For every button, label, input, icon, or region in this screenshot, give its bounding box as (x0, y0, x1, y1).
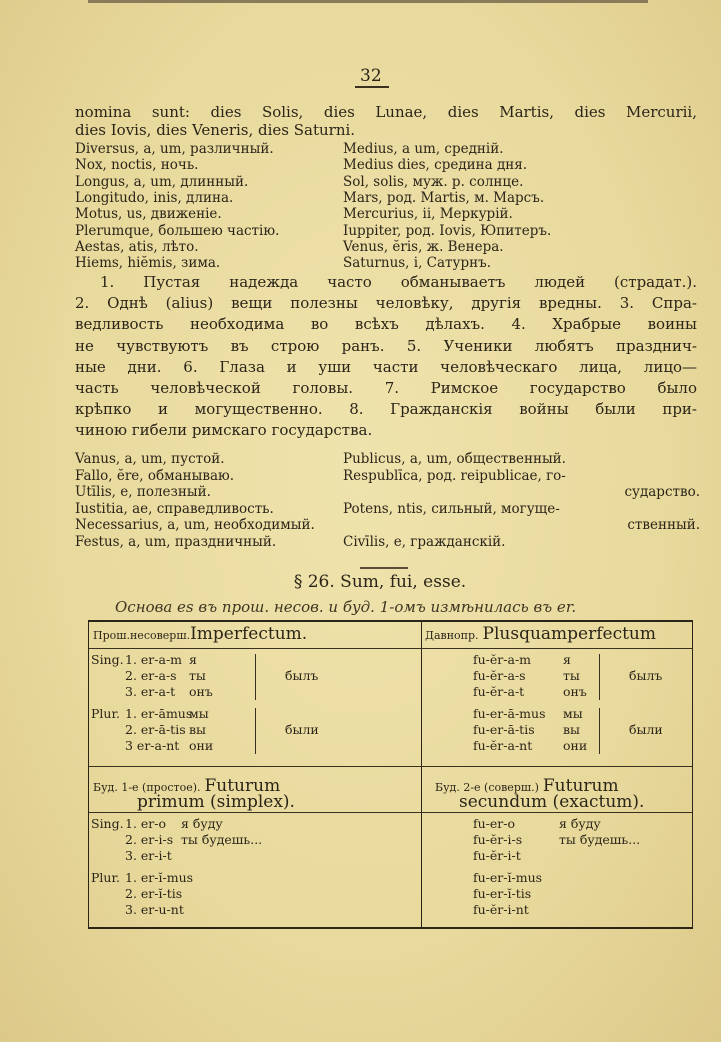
verb-form: fu-ĕr-a-t (473, 684, 525, 699)
translation-verb: были (285, 722, 319, 737)
verb-form: fu-ĕr-a-nt (473, 738, 533, 753)
page-number: 32 (360, 66, 382, 86)
conjugation-table (88, 620, 693, 929)
exercise-line: часть человѣческой головы. 7. Римское государство было (75, 379, 697, 397)
futurum-primum-subheader: primum (simplex). (137, 792, 295, 812)
verb-form: fu-er-ā-tis (473, 722, 535, 737)
verb-form: 2. er-a-s (125, 668, 177, 683)
translation: вы (189, 722, 206, 737)
verb-form: 3. er-a-t (125, 684, 176, 699)
number-label: Plur. (91, 870, 121, 885)
intro-line: dies Iovis, dies Veneris, dies Saturni. (75, 121, 356, 139)
verb-form: 1. er-āmus (125, 706, 193, 721)
translation: они (189, 738, 214, 753)
verb-form: fu-ĕr-i-nt (473, 902, 529, 917)
verb-form: fu-ĕr-a-s (473, 668, 526, 683)
intro-line: nomina sunt: dies Solis, dies Lunae, dies Martis, dies Mercurii, (75, 103, 697, 121)
vocab-entry: Plerumque, большею частію. (75, 222, 280, 239)
vocab-entry: Respublīca, род. reipublicae, го- (343, 467, 566, 484)
imperfectum-header (93, 624, 307, 644)
verb-form: fu-ĕr-a-m (473, 652, 532, 667)
table-column-divider (421, 622, 422, 927)
header-la: Futurum (542, 776, 619, 796)
verb-form: 3 er-a-nt (125, 738, 180, 753)
vocab-entry: Longus, a, um, длинный. (75, 173, 249, 190)
vocab-entry: Hiems, hiĕmis, зима. (75, 255, 221, 272)
verb-form: fu-er-o (473, 816, 516, 831)
header-la: Futurum (204, 776, 281, 796)
table-rule (89, 812, 692, 813)
exercise-line: крѣпко и могущественно. 8. Гражданскія войны были при- (75, 400, 697, 419)
verb-form: 2. er-ĭ-tis (125, 886, 183, 901)
vocab-entry: Longitudo, inis, длина. (75, 189, 234, 206)
verb-form: 1. er-o (125, 816, 167, 831)
vocab-entry: Motus, us, движеніе. (75, 206, 222, 223)
verb-form: fu-er-ĭ-tis (473, 886, 532, 901)
translation-verb: былъ (285, 668, 319, 683)
verb-form: fu-ĕr-i-t (473, 848, 521, 863)
translation: онъ (189, 684, 213, 699)
header-la: Imperfectum. (190, 624, 308, 644)
vocab-entry: ственный. (627, 517, 700, 533)
exercise-line: ные дни. 6. Глаза и уши части человѣческаго лица, лицо— (75, 357, 697, 376)
vocab-entry: сударство. (624, 484, 700, 500)
verb-form: fu-er-ā-mus (473, 706, 546, 721)
futurum-secundum-subheader: secundum (exactum). (459, 792, 645, 812)
section-divider (360, 567, 408, 569)
exercise-line: 1. Пустая надежда часто обманываетъ людей (страдат.). (100, 273, 697, 291)
header-ru: Буд. 1-е (простое). (93, 781, 201, 794)
header-ru: Прош.несоверш. (93, 629, 191, 642)
page-top-edge (88, 0, 648, 3)
translation: ты будешь... (559, 832, 641, 847)
exercise-line: чиною гибели римскаго государства. (75, 421, 373, 440)
vocab-entry: Medius dies, средина дня. (343, 157, 528, 174)
brace-line (599, 708, 600, 754)
header-ru: Буд. 2-е (соверш.) (435, 781, 539, 794)
vocab-entry: Venus, ĕris, ж. Венера. (343, 238, 504, 255)
number-label: Sing. (91, 652, 124, 667)
vocab-entry: Aestas, atis, лѣто. (75, 238, 199, 255)
vocab-entry: Utīlis, e, полезный. (75, 484, 211, 500)
translation: они (563, 738, 588, 753)
brace-line (255, 654, 256, 700)
header-la: Plusquamperfectum (482, 624, 656, 644)
vocab-entry: Necessarius, a, um, необходимый. (75, 517, 315, 533)
section-subtitle: Основа es въ прош. несов. и буд. 1-омъ измѣнилась въ er. (115, 598, 577, 616)
translation: я буду (181, 816, 223, 831)
translation: мы (563, 706, 583, 721)
section-heading: § 26. Sum, fui, esse. (293, 572, 467, 592)
table-rule (89, 766, 692, 767)
number-label: Plur. (91, 706, 121, 721)
verb-form: fu-er-ĭ-mus (473, 870, 543, 885)
translation-verb: были (629, 722, 663, 737)
vocab-entry: Festus, a, um, праздничный. (75, 533, 277, 550)
vocab-entry: Iustitia, ae, справедливость. (75, 500, 274, 517)
translation: вы (563, 722, 580, 737)
verb-form: fu-ĕr-i-s (473, 832, 523, 847)
brace-line (599, 654, 600, 700)
number-label: Sing. (91, 816, 124, 831)
translation-verb: былъ (629, 668, 663, 683)
vocab-entry: Mars, род. Martis, м. Марсъ. (343, 189, 545, 206)
vocab-entry: Nox, noctis, ночь. (75, 157, 199, 174)
vocab-entry: Mercurius, ii, Меркурій. (343, 206, 513, 223)
vocab-entry: Civīlis, e, гражданскій. (343, 533, 506, 550)
vocab-entry: Medius, a um, средній. (343, 141, 504, 157)
translation: я (189, 652, 197, 667)
plusquamperfectum-header (425, 624, 656, 644)
exercise-line: 2. Однѣ (alius) вещи полезны человѣку, другія вредны. 3. Спра- (75, 294, 697, 313)
translation: я буду (559, 816, 601, 831)
vocab-entry: Diversus, a, um, различный. (75, 141, 274, 157)
verb-form: 2. er-ā-tis (125, 722, 186, 737)
header-ru: Давнопр. (425, 629, 479, 642)
translation: ты будешь... (181, 832, 263, 847)
translation: ты (563, 668, 580, 683)
translation: я (563, 652, 571, 667)
page-number-rule (355, 86, 389, 88)
verb-form: 2. er-i-s (125, 832, 174, 847)
vocab-entry: Potens, ntis, сильный, могуще- (343, 500, 560, 517)
translation: ты (189, 668, 206, 683)
vocab-entry: Vanus, a, um, пустой. (75, 451, 225, 467)
vocab-entry: Publicus, a, um, общественный. (343, 451, 566, 467)
verb-form: 3. er-i-t (125, 848, 172, 863)
vocab-entry: Sol, solis, муж. р. солнце. (343, 173, 524, 190)
translation: мы (189, 706, 209, 721)
verb-form: 1. er-ĭ-mus (125, 870, 194, 885)
translation: онъ (563, 684, 587, 699)
verb-form: 3. er-u-nt (125, 902, 184, 917)
brace-line (255, 708, 256, 754)
table-rule (89, 648, 692, 649)
vocab-entry: Fallo, ĕre, обманываю. (75, 467, 235, 484)
exercise-line: ведливость необходима во всѣхъ дѣлахъ. 4. Храбрые воины (75, 315, 697, 334)
verb-form: 1. er-a-m (125, 652, 183, 667)
exercise-line: не чувствуютъ въ строю ранъ. 5. Ученики любятъ празднич- (75, 336, 697, 355)
vocab-entry: Iuppiter, род. Iovis, Юпитеръ. (343, 222, 552, 239)
vocab-entry: Saturnus, i, Сатурнъ. (343, 255, 491, 272)
